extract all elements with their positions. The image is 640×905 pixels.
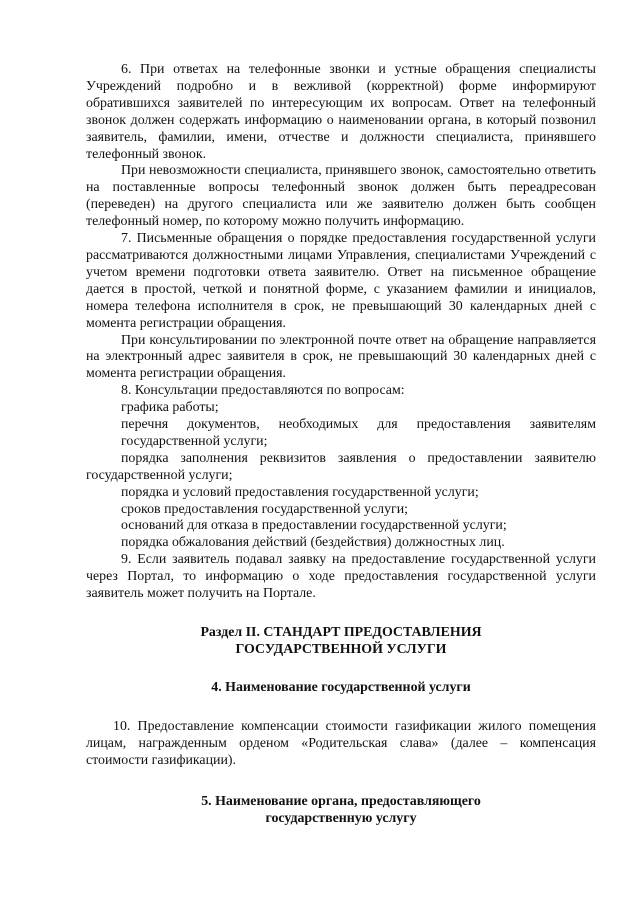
paragraph-9: 9. Если заявитель подавал заявку на предоставление государственной услуги через Портал, то информацию о ходе предоставления государственной услуги заявитель может получить на Портале. (86, 552, 596, 602)
paragraph-6: 6. При ответах на телефонные звонки и устные обращения специалисты Учреждений подробно и в вежливой (корректной) форме информируют обратившихся заявителей по интересующим их вопросам. Ответ на телефонный звонок должен содержать информацию о наименовании органа, в который позвонил заявитель, фамилии, имени, отчестве и должности специалиста, принявшего телефонный звонок. (86, 62, 596, 162)
consult-item-3: порядка заполнения реквизитов заявления о предоставлении заявителю государственной услуги; (86, 450, 596, 483)
paragraph-6-continued: При невозможности специалиста, принявшего звонок, самостоятельно ответить на поставленные вопросы телефонный звонок должен быть переадресован (переведен) на другого специалиста или же заявителю должен быть сообщен телефонный номер, по которому можно получить информацию. (86, 163, 596, 230)
paragraph-8: 8. Консультации предоставляются по вопросам: (121, 383, 405, 399)
paragraph-7: 7. Письменные обращения о порядке предоставления государственной услуги рассматриваются должностными лицами Управления, специалистами Учреждений с учетом времени подготовки ответа заявителю. Ответ на письменное обращение дается в простой, четкой и понятной форме, с указанием фамилии и инициалов, номера телефона исполнителя в срок, не превышающий 30 календарных дней с момента регистрации обращения. (86, 231, 596, 331)
consult-item-7: порядка обжалования действий (бездействия) должностных лиц. (121, 535, 505, 551)
subheading-5 (86, 793, 596, 827)
section-heading (86, 624, 596, 658)
paragraph-10: 10. Предоставление компенсации стоимости газификации жилого помещения лицам, награжденным орденом «Родительская слава» (далее – компенсация стоимости газификации). (86, 718, 596, 768)
section-heading-line-2: ГОСУДАРСТВЕННОЙ УСЛУГИ (235, 642, 447, 657)
consult-item-4: порядка и условий предоставления государственной услуги; (121, 484, 479, 500)
subheading-5-line-1: 5. Наименование органа, предоставляющего (201, 793, 481, 809)
document-page (86, 62, 596, 827)
paragraph-7-continued: При консультировании по электронной почте ответ на обращение направляется на электронный адрес заявителя в срок, не превышающий 30 календарных дней с момента регистрации обращения. (86, 332, 596, 382)
consult-item-5: сроков предоставления государственной услуги; (121, 501, 409, 517)
section-heading-line-1: Раздел II. СТАНДАРТ ПРЕДОСТАВЛЕНИЯ (200, 625, 482, 640)
subheading-4: 4. Наименование государственной услуги (211, 680, 471, 695)
subheading-5-line-2: государственную услугу (265, 810, 417, 826)
consult-item-2: перечня документов, необходимых для предоставления заявителям государственной услуги; (121, 417, 596, 449)
consult-item-1: графика работы; (121, 400, 219, 416)
consult-item-6: оснований для отказа в предоставлении государственной услуги; (121, 518, 507, 534)
